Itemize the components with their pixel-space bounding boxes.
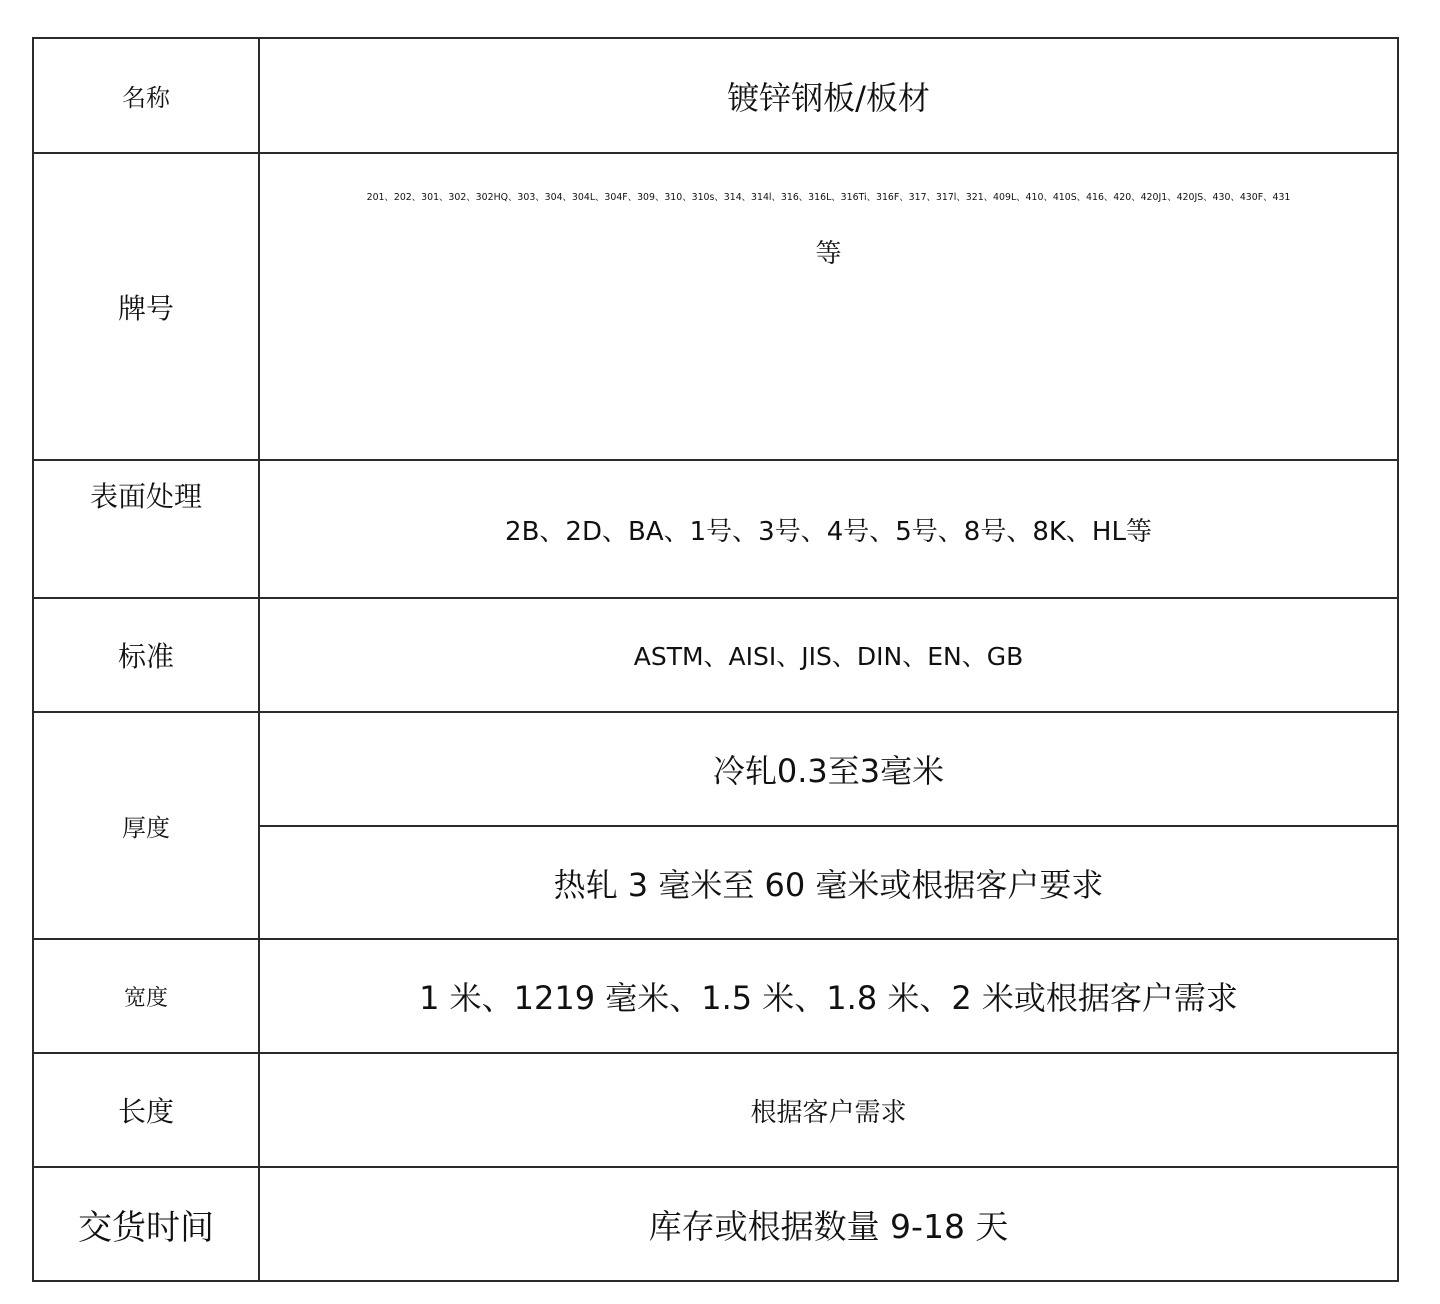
grade-label: 牌号 xyxy=(33,153,259,460)
thickness-cold-value: 冷轧0.3至3毫米 xyxy=(259,712,1398,826)
row-standard xyxy=(33,598,1398,712)
row-width xyxy=(33,939,1398,1053)
thickness-label: 厚度 xyxy=(33,712,259,939)
standard-label: 标准 xyxy=(33,598,259,712)
surface-label-text: 表面处理 xyxy=(89,480,202,513)
grade-suffix: 等 xyxy=(815,239,842,269)
row-name xyxy=(33,38,1398,153)
row-length xyxy=(33,1053,1398,1167)
surface-value: 2B、2D、BA、1号、3号、4号、5号、8号、8K、HL等 xyxy=(259,460,1398,598)
grade-value-cell xyxy=(259,153,1398,460)
length-value: 根据客户需求 xyxy=(259,1053,1398,1167)
width-label: 宽度 xyxy=(33,939,259,1053)
row-thickness-cold xyxy=(33,712,1398,826)
row-delivery xyxy=(33,1167,1398,1281)
name-label: 名称 xyxy=(33,38,259,153)
grade-list: 201、202、301、302、302HQ、303、304、304L、304F、309、310、310s、314、314l、316、316L、316Ti、316F、317、317l、321、409L、410、410S、416、420、420J1、420JS、430、430F、431 xyxy=(366,192,1291,203)
delivery-value: 库存或根据数量 9-18 天 xyxy=(259,1167,1398,1281)
surface-label xyxy=(33,460,259,598)
name-value: 镀锌钢板/板材 xyxy=(259,38,1398,153)
row-grade xyxy=(33,153,1398,460)
length-label: 长度 xyxy=(33,1053,259,1167)
row-surface xyxy=(33,460,1398,598)
spec-table xyxy=(32,37,1399,1282)
width-value: 1 米、1219 毫米、1.5 米、1.8 米、2 米或根据客户需求 xyxy=(259,939,1398,1053)
standard-value: ASTM、AISI、JIS、DIN、EN、GB xyxy=(259,598,1398,712)
delivery-label: 交货时间 xyxy=(33,1167,259,1281)
thickness-hot-value: 热轧 3 毫米至 60 毫米或根据客户要求 xyxy=(259,826,1398,939)
